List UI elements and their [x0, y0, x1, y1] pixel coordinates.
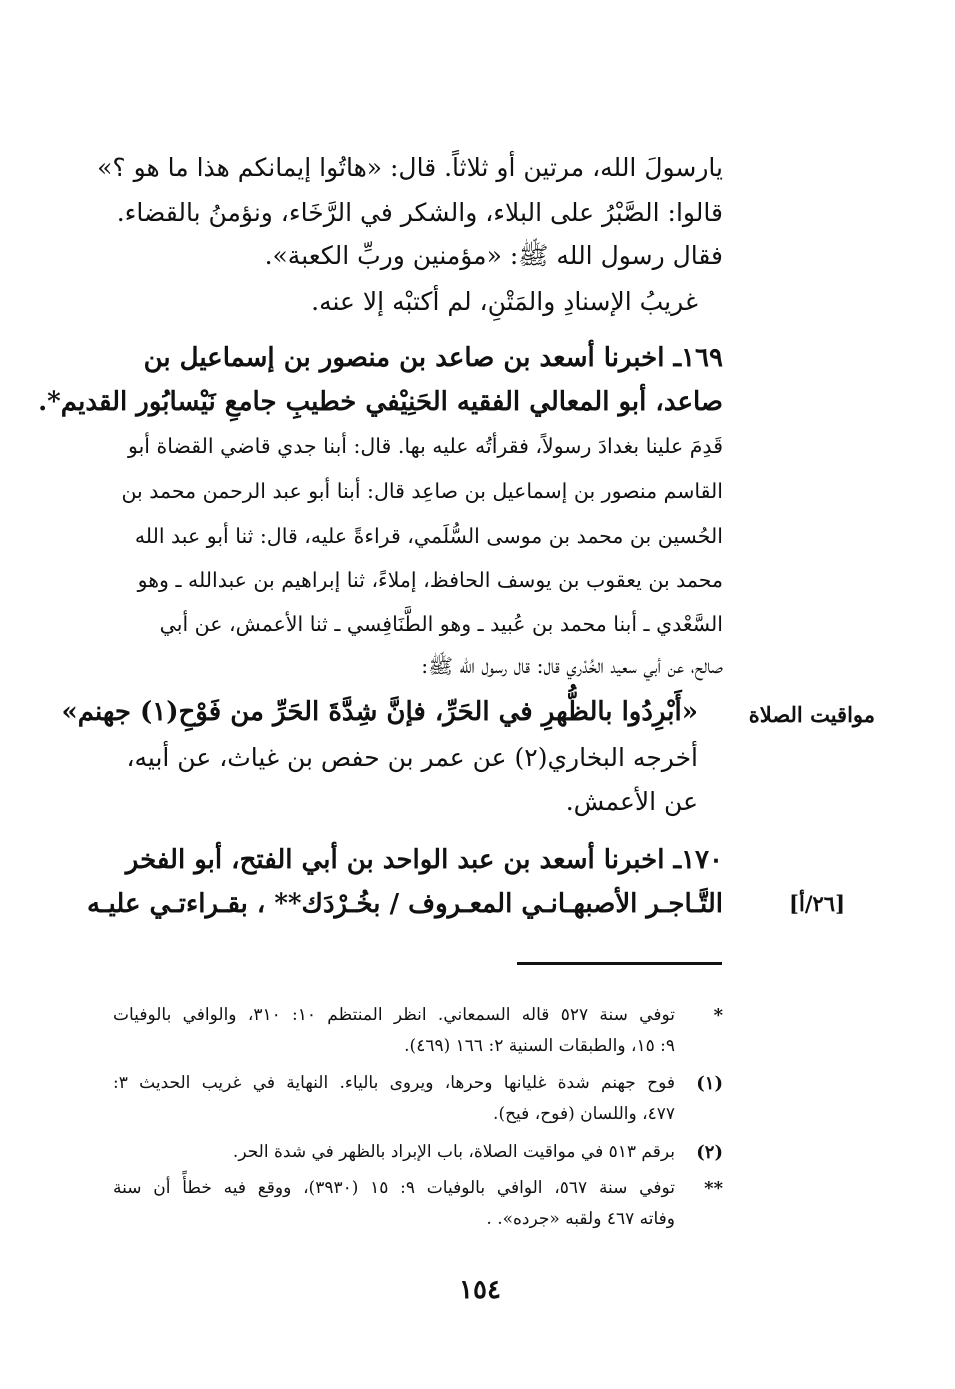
isnad-line: صالح، عن أبي سعيد الخُدْري قال: قال رسول الله ﷺ:	[421, 654, 723, 678]
footnote-line: توفي سنة ٥٦٧، الوافي بالوفيات ٩: ١٥ (٣٩٣٠)، ووقع فيه خطأً أن سنة	[113, 1178, 675, 1198]
text-line: فقال رسول الله ﷺ: «مؤمنين وربِّ الكعبة».	[264, 241, 723, 270]
takhrij-line: أخرجه البخاري(٢) عن عمر بن حفص بن غياث، عن أبيه،	[126, 743, 698, 772]
hadith-heading-line: صاعد، أبو المعالي الفقيه الحَنِيْفي خطيبِ جامعِ نَيْسابُور القديم*.	[38, 387, 723, 417]
isnad-line: محمد بن يعقوب بن يوسف الحافظ، إملاءً، ثنا إبراهيم بن عبدالله ـ وهو	[137, 568, 723, 592]
footnote-line: برقم ٥١٣ في مواقيت الصلاة، باب الإبراد بالظهر في شدة الحر.	[232, 1142, 675, 1162]
text-line: يارسولَ الله، مرتين أو ثلاثاً. قال: «هاتُوا إيمانكم هذا ما هو ؟»	[97, 153, 723, 182]
isnad-line: الحُسين بن محمد بن موسى السُّلَمي، قراءةً عليه، قال: ثنا أبو عبد الله	[134, 524, 723, 548]
footnote-line: ٤٧٧، واللسان (فوح، فيح).	[493, 1104, 675, 1124]
margin-topic-note: مواقيت الصلاة	[748, 702, 875, 727]
footnote-mark: (١)	[696, 1073, 723, 1094]
takhrij-line: عن الأعمش.	[565, 787, 698, 816]
footnote-mark: (٢)	[696, 1142, 723, 1163]
footnote-line: ٩: ١٥، والطبقات السنية ٢: ١٦٦ (٤٦٩).	[404, 1036, 675, 1056]
footnote-line: وفاته ٤٦٧ ولقبه «جرده». .	[486, 1209, 675, 1229]
footnote-separator	[517, 962, 722, 965]
footnote-mark: **	[704, 1178, 723, 1199]
footnote-mark: *	[713, 1005, 723, 1026]
page-number: ١٥٤	[459, 1275, 501, 1305]
text-line: غريبُ الإسنادِ والمَتْنِ، لم أكتبْه إلا عنه.	[311, 287, 698, 316]
isnad-line: قَدِمَ علينا بغدادَ رسولاً، فقرأتُه عليه بها. قال: أبنا جدي قاضي القضاة أبو	[128, 434, 723, 458]
hadith-heading-line: التَّـاجـر الأصبهـانـي المعـروف / بخُـرْدَك** ، بقـراءتـي عليـه	[86, 889, 723, 919]
footnote-line: فوح جهنم شدة غليانها وحرها، ويروى بالياء. النهاية في غريب الحديث ٣:	[113, 1073, 675, 1093]
footnote-line: توفي سنة ٥٢٧ قاله السمعاني. انظر المنتظم ١٠: ٣١٠، والوافي بالوفيات	[113, 1005, 675, 1025]
matn-line: «أَبْرِدُوا بالظُّهرِ في الحَرِّ، فإنَّ شِدَّةَ الحَرِّ من فَوْحِ(١) جهنم»	[61, 697, 698, 727]
text-line: قالوا: الصَّبْرُ على البلاء، والشكر في الرَّخَاء، ونؤمنُ بالقضاء.	[116, 198, 723, 227]
isnad-line: السَّعْدي ـ أبنا محمد بن عُبيد ـ وهو الطَّنَافِسي ـ ثنا الأعمش، عن أبي	[159, 612, 723, 636]
isnad-line: القاسم منصور بن إسماعيل بن صاعِد قال: أبنا أبو عبد الرحمن محمد بن	[121, 479, 723, 503]
margin-folio-note: [٢٦/أ]	[789, 891, 845, 916]
hadith-heading-line: ١٧٠ـ اخبرنا أسعد بن عبد الواحد بن أبي الفتح، أبو الفخر	[125, 845, 723, 875]
hadith-heading-line: ١٦٩ـ اخبرنا أسعد بن صاعد بن منصور بن إسماعيل بن	[143, 343, 723, 373]
